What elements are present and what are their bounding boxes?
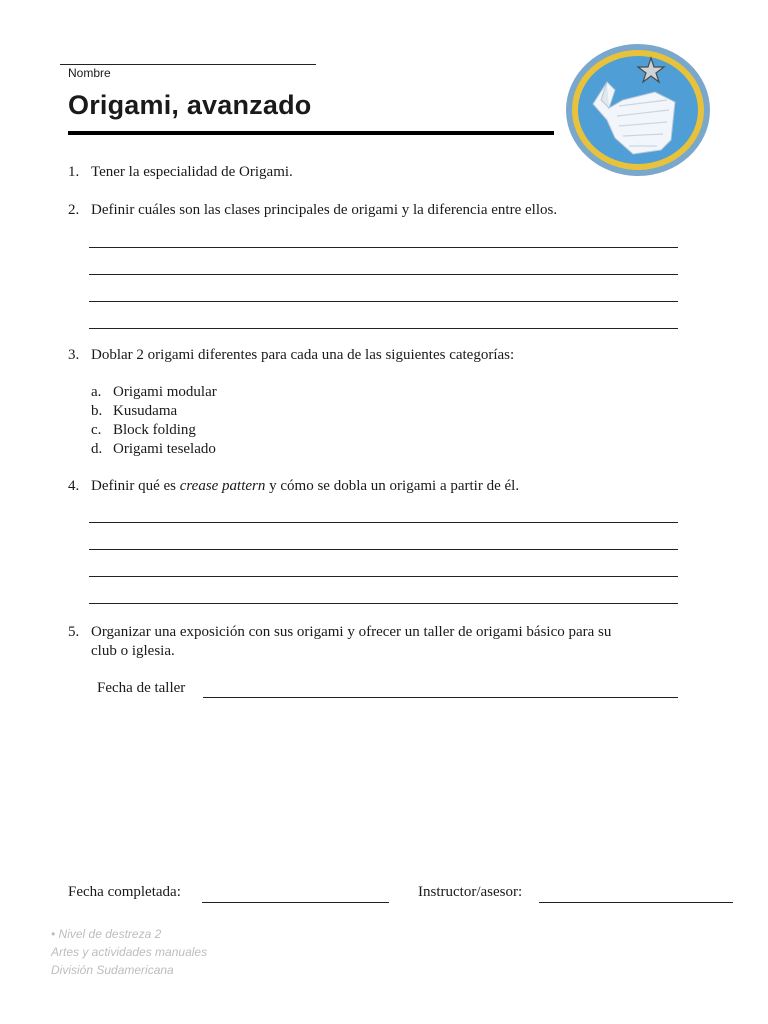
name-field-line[interactable] [60, 64, 316, 65]
subitem-text: Origami modular [113, 384, 217, 400]
answer-line[interactable] [89, 301, 678, 302]
subitem-text: Kusudama [113, 403, 178, 419]
subitem-letter: a. [91, 384, 102, 400]
subitem-letter: c. [91, 422, 102, 438]
item-4-text: Definir qué es crease pattern y cómo se dobla un origami a partir de él. [91, 478, 520, 494]
title-divider [68, 131, 554, 135]
instructor-field[interactable] [539, 902, 733, 903]
instructor-label: Instructor/asesor: [418, 884, 523, 900]
name-label: Nombre [68, 66, 111, 80]
subitem-text: Block folding [113, 422, 196, 438]
subitem-letter: b. [91, 403, 103, 419]
workshop-date-label: Fecha de taller [97, 680, 186, 696]
footer-division: División Sudamericana [51, 963, 174, 977]
item-3-text: Doblar 2 origami diferentes para cada una de las siguientes categorías: [91, 347, 515, 363]
answer-line[interactable] [89, 522, 678, 523]
item-1-number: 1. [68, 164, 80, 180]
subitem-letter: d. [91, 441, 103, 457]
footer-level: • Nivel de destreza 2 [51, 927, 162, 941]
footer-category: Artes y actividades manuales [51, 945, 208, 959]
answer-line[interactable] [89, 603, 678, 604]
item-2-number: 2. [68, 202, 80, 218]
item-3-number: 3. [68, 347, 80, 363]
answer-line[interactable] [89, 274, 678, 275]
crease-pattern-term: crease pattern [179, 478, 266, 494]
item-5-text-line2: club o iglesia. [91, 643, 175, 659]
origami-bird-star-badge-icon [563, 42, 713, 178]
completed-date-field[interactable] [202, 902, 389, 903]
item-4-number: 4. [68, 478, 80, 494]
item-5-number: 5. [68, 624, 80, 640]
workshop-date-field[interactable] [203, 697, 678, 698]
completed-date-label: Fecha completada: [68, 884, 181, 900]
answer-line[interactable] [89, 576, 678, 577]
subitem-text: Origami teselado [113, 441, 216, 457]
item-5-text-line1: Organizar una exposición con sus origami y ofrecer un taller de origami básico para su [91, 624, 612, 640]
page-title: Origami, avanzado [68, 90, 312, 120]
answer-line[interactable] [89, 247, 678, 248]
item-1-text: Tener la especialidad de Origami. [91, 164, 293, 180]
item-2-text: Definir cuáles son las clases principales de origami y la diferencia entre ellos. [91, 202, 558, 218]
answer-line[interactable] [89, 328, 678, 329]
answer-line[interactable] [89, 549, 678, 550]
